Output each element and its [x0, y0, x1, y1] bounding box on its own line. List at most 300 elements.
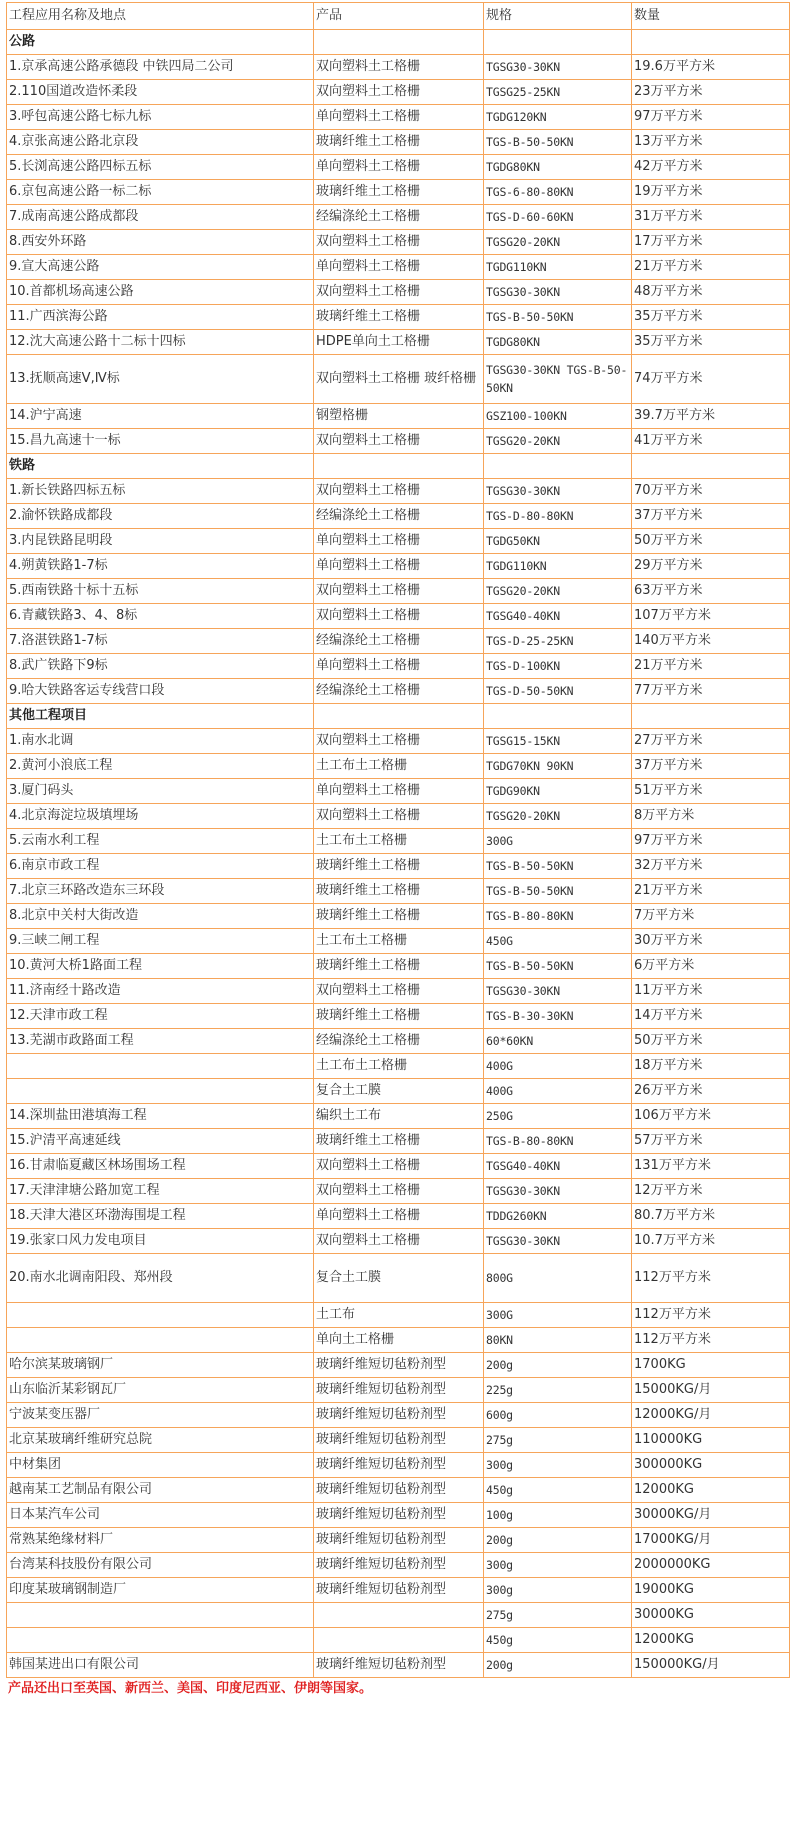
quantity-cell: 131万平方米 [632, 1154, 790, 1179]
quantity-cell: 97万平方米 [632, 829, 790, 854]
product-cell: 土工布土工格栅 [314, 829, 484, 854]
quantity-cell: 13万平方米 [632, 130, 790, 155]
spec-cell: 300g [484, 1453, 632, 1478]
quantity-cell: 41万平方米 [632, 429, 790, 454]
quantity-cell: 23万平方米 [632, 80, 790, 105]
quantity-cell: 77万平方米 [632, 679, 790, 704]
table-row [7, 854, 790, 879]
project-cell: 15.沪清平高速延线 [7, 1129, 314, 1154]
spec-cell: TGS-B-50-50KN [484, 879, 632, 904]
table-row [7, 80, 790, 105]
spec-cell: TGSG40-40KN [484, 604, 632, 629]
table-row [7, 1378, 790, 1403]
project-cell: 10.首都机场高速公路 [7, 280, 314, 305]
table-row [7, 105, 790, 130]
project-cell: 11.广西滨海公路 [7, 305, 314, 330]
spec-cell: TGSG20-20KN [484, 579, 632, 604]
project-cell: 7.北京三环路改造东三环段 [7, 879, 314, 904]
spec-cell: TGSG40-40KN [484, 1154, 632, 1179]
header-project: 工程应用名称及地点 [7, 3, 314, 30]
spec-cell: 60*60KN [484, 1029, 632, 1054]
table-row [7, 280, 790, 305]
product-cell: 经编涤纶土工格栅 [314, 1029, 484, 1054]
table-row [7, 55, 790, 80]
quantity-cell: 74万平方米 [632, 355, 790, 404]
project-cell: 印度某玻璃钢制造厂 [7, 1578, 314, 1603]
product-cell: 钢塑格栅 [314, 404, 484, 429]
quantity-cell: 50万平方米 [632, 1029, 790, 1054]
product-cell: 双向塑料土工格栅 [314, 80, 484, 105]
product-cell: 玻璃纤维短切毡粉剂型 [314, 1553, 484, 1578]
project-cell: 7.成南高速公路成都段 [7, 205, 314, 230]
product-cell: 玻璃纤维短切毡粉剂型 [314, 1453, 484, 1478]
spec-cell: 600g [484, 1403, 632, 1428]
section-empty-cell [314, 30, 484, 55]
spec-cell: TGSG30-30KN [484, 55, 632, 80]
quantity-cell: 29万平方米 [632, 554, 790, 579]
spec-cell: TGS-D-25-25KN [484, 629, 632, 654]
table-row [7, 529, 790, 554]
spec-cell: TGS-B-50-50KN [484, 954, 632, 979]
quantity-cell: 39.7万平方米 [632, 404, 790, 429]
table-row [7, 1029, 790, 1054]
project-cell: 6.青藏铁路3、4、8标 [7, 604, 314, 629]
product-cell: 双向塑料土工格栅 [314, 55, 484, 80]
project-cell: 日本某汽车公司 [7, 1503, 314, 1528]
section-title: 其他工程项目 [7, 704, 314, 729]
table-row [7, 779, 790, 804]
project-cell: 14.沪宁高速 [7, 404, 314, 429]
table-row [7, 479, 790, 504]
quantity-cell: 26万平方米 [632, 1079, 790, 1104]
product-cell: 双向塑料土工格栅 [314, 1179, 484, 1204]
spec-cell: 300G [484, 829, 632, 854]
spec-cell: 400G [484, 1054, 632, 1079]
spec-cell: 400G [484, 1079, 632, 1104]
section-empty-cell [632, 704, 790, 729]
project-cell: 2.渝怀铁路成都段 [7, 504, 314, 529]
table-row [7, 404, 790, 429]
table-row [7, 504, 790, 529]
spec-cell: TGSG20-20KN [484, 804, 632, 829]
spec-cell: 250G [484, 1104, 632, 1129]
table-row [7, 1154, 790, 1179]
project-cell: 16.甘肃临夏藏区林场围场工程 [7, 1154, 314, 1179]
quantity-cell: 19万平方米 [632, 180, 790, 205]
table-row [7, 679, 790, 704]
quantity-cell: 1700KG [632, 1353, 790, 1378]
quantity-cell: 27万平方米 [632, 729, 790, 754]
section-empty-cell [484, 454, 632, 479]
table-row [7, 554, 790, 579]
spec-cell: TGSG30-30KN [484, 1229, 632, 1254]
header-spec: 规格 [484, 3, 632, 30]
product-cell: 土工布 [314, 1303, 484, 1328]
table-row [7, 629, 790, 654]
quantity-cell: 10.7万平方米 [632, 1229, 790, 1254]
table-row [7, 1628, 790, 1653]
project-cell: 9.哈大铁路客运专线营口段 [7, 679, 314, 704]
project-cell: 1.京承高速公路承德段 中铁四局二公司 [7, 55, 314, 80]
spec-cell: 275g [484, 1428, 632, 1453]
section-row [7, 454, 790, 479]
spec-cell: 275g [484, 1603, 632, 1628]
table-row [7, 1179, 790, 1204]
spec-cell: 100g [484, 1503, 632, 1528]
project-cell: 9.三峡二闸工程 [7, 929, 314, 954]
product-cell: 玻璃纤维短切毡粉剂型 [314, 1378, 484, 1403]
table-row [7, 754, 790, 779]
spec-cell: 450g [484, 1628, 632, 1653]
product-cell: 单向塑料土工格栅 [314, 1204, 484, 1229]
project-cell [7, 1303, 314, 1328]
quantity-cell: 50万平方米 [632, 529, 790, 554]
product-cell: 双向塑料土工格栅 [314, 230, 484, 255]
product-cell: 双向塑料土工格栅 [314, 1229, 484, 1254]
product-cell: 双向塑料土工格栅 [314, 579, 484, 604]
product-cell: 玻璃纤维短切毡粉剂型 [314, 1578, 484, 1603]
product-cell: 经编涤纶土工格栅 [314, 205, 484, 230]
spec-cell: TGS-6-80-80KN [484, 180, 632, 205]
project-cell: 12.沈大高速公路十二标十四标 [7, 330, 314, 355]
product-cell: 玻璃纤维短切毡粉剂型 [314, 1653, 484, 1678]
project-cell: 13.芜湖市政路面工程 [7, 1029, 314, 1054]
product-cell: 双向塑料土工格栅 [314, 280, 484, 305]
spec-cell: TGS-D-80-80KN [484, 504, 632, 529]
table-row [7, 929, 790, 954]
product-cell: 玻璃纤维短切毡粉剂型 [314, 1353, 484, 1378]
section-title: 铁路 [7, 454, 314, 479]
product-cell: 双向塑料土工格栅 [314, 429, 484, 454]
product-cell: 双向塑料土工格栅 [314, 604, 484, 629]
table-row [7, 180, 790, 205]
spec-cell: TGSG20-20KN [484, 230, 632, 255]
spec-cell: TGDG70KN 90KN [484, 754, 632, 779]
spec-cell: TGSG15-15KN [484, 729, 632, 754]
quantity-cell: 35万平方米 [632, 305, 790, 330]
product-cell: 双向塑料土工格栅 [314, 1154, 484, 1179]
quantity-cell: 11万平方米 [632, 979, 790, 1004]
product-cell: 编织土工布 [314, 1104, 484, 1129]
spec-cell: TGS-B-80-80KN [484, 904, 632, 929]
project-cell: 1.南水北调 [7, 729, 314, 754]
product-cell: 玻璃纤维土工格栅 [314, 879, 484, 904]
quantity-cell: 97万平方米 [632, 105, 790, 130]
quantity-cell: 110000KG [632, 1428, 790, 1453]
product-cell: 双向塑料土工格栅 [314, 729, 484, 754]
project-cell [7, 1328, 314, 1353]
project-cell: 17.天津津塘公路加宽工程 [7, 1179, 314, 1204]
quantity-cell: 32万平方米 [632, 854, 790, 879]
quantity-cell: 107万平方米 [632, 604, 790, 629]
spec-cell: 200g [484, 1353, 632, 1378]
product-cell: 玻璃纤维短切毡粉剂型 [314, 1528, 484, 1553]
spec-cell: TGSG20-20KN [484, 429, 632, 454]
product-cell: 单向塑料土工格栅 [314, 554, 484, 579]
product-cell: 复合土工膜 [314, 1079, 484, 1104]
spec-cell: 225g [484, 1378, 632, 1403]
product-cell [314, 1603, 484, 1628]
product-cell: 单向塑料土工格栅 [314, 255, 484, 280]
spec-cell: TGSG30-30KN [484, 979, 632, 1004]
product-cell [314, 1628, 484, 1653]
quantity-cell: 37万平方米 [632, 754, 790, 779]
spec-cell: 200g [484, 1653, 632, 1678]
table-row [7, 904, 790, 929]
spec-cell: TGDG80KN [484, 330, 632, 355]
product-cell: 土工布土工格栅 [314, 1054, 484, 1079]
table-row [7, 305, 790, 330]
quantity-cell: 2000000KG [632, 1553, 790, 1578]
project-cell: 5.长浏高速公路四标五标 [7, 155, 314, 180]
header-quantity: 数量 [632, 3, 790, 30]
project-cell: 11.济南经十路改造 [7, 979, 314, 1004]
quantity-cell: 140万平方米 [632, 629, 790, 654]
project-cell: 6.南京市政工程 [7, 854, 314, 879]
table-row [7, 979, 790, 1004]
quantity-cell: 30000KG [632, 1603, 790, 1628]
section-row [7, 30, 790, 55]
project-cell: 3.厦门码头 [7, 779, 314, 804]
section-empty-cell [484, 30, 632, 55]
spec-cell: TGSG30-30KN TGS-B-50-50KN [484, 355, 632, 404]
project-cell: 7.洛湛铁路1-7标 [7, 629, 314, 654]
quantity-cell: 12000KG/月 [632, 1403, 790, 1428]
table-row [7, 579, 790, 604]
table-row [7, 1328, 790, 1353]
quantity-cell: 7万平方米 [632, 904, 790, 929]
project-cell: 8.西安外环路 [7, 230, 314, 255]
project-cell: 3.呼包高速公路七标九标 [7, 105, 314, 130]
product-cell: 经编涤纶土工格栅 [314, 629, 484, 654]
quantity-cell: 12万平方米 [632, 1179, 790, 1204]
table-row [7, 1403, 790, 1428]
quantity-cell: 19000KG [632, 1578, 790, 1603]
product-cell: 单向土工格栅 [314, 1328, 484, 1353]
spec-cell: TGS-B-50-50KN [484, 130, 632, 155]
spec-cell: 200g [484, 1528, 632, 1553]
table-row [7, 1054, 790, 1079]
product-cell: 玻璃纤维短切毡粉剂型 [314, 1478, 484, 1503]
project-cell: 8.北京中关村大街改造 [7, 904, 314, 929]
table-row [7, 879, 790, 904]
section-title: 公路 [7, 30, 314, 55]
project-cell: 5.西南铁路十标十五标 [7, 579, 314, 604]
spec-cell: TGS-B-80-80KN [484, 1129, 632, 1154]
spec-cell: 300g [484, 1553, 632, 1578]
quantity-cell: 63万平方米 [632, 579, 790, 604]
table-row [7, 255, 790, 280]
quantity-cell: 19.6万平方米 [632, 55, 790, 80]
spec-cell: TGS-B-30-30KN [484, 1004, 632, 1029]
product-cell: 土工布土工格栅 [314, 929, 484, 954]
spec-cell: 450g [484, 1478, 632, 1503]
spec-cell: TGDG80KN [484, 155, 632, 180]
section-row [7, 704, 790, 729]
quantity-cell: 12000KG [632, 1478, 790, 1503]
product-cell: 玻璃纤维土工格栅 [314, 904, 484, 929]
quantity-cell: 17万平方米 [632, 230, 790, 255]
section-empty-cell [632, 454, 790, 479]
table-row [7, 1303, 790, 1328]
product-cell: 玻璃纤维短切毡粉剂型 [314, 1403, 484, 1428]
quantity-cell: 48万平方米 [632, 280, 790, 305]
project-cell: 19.张家口风力发电项目 [7, 1229, 314, 1254]
project-cell: 北京某玻璃纤维研究总院 [7, 1428, 314, 1453]
project-cell: 1.新长铁路四标五标 [7, 479, 314, 504]
product-cell: 玻璃纤维土工格栅 [314, 854, 484, 879]
product-cell: 单向塑料土工格栅 [314, 779, 484, 804]
table-row [7, 1603, 790, 1628]
table-row [7, 1104, 790, 1129]
project-cell: 8.武广铁路下9标 [7, 654, 314, 679]
project-cell: 韩国某进出口有限公司 [7, 1653, 314, 1678]
project-cell [7, 1628, 314, 1653]
spec-cell: TGSG30-30KN [484, 479, 632, 504]
table-row [7, 1204, 790, 1229]
table-row [7, 1079, 790, 1104]
quantity-cell: 30000KG/月 [632, 1503, 790, 1528]
quantity-cell: 18万平方米 [632, 1054, 790, 1079]
project-cell: 山东临沂某彩钢瓦厂 [7, 1378, 314, 1403]
section-empty-cell [484, 704, 632, 729]
quantity-cell: 37万平方米 [632, 504, 790, 529]
project-table [6, 2, 790, 1678]
table-row [7, 155, 790, 180]
quantity-cell: 112万平方米 [632, 1254, 790, 1303]
spec-cell: TGDG110KN [484, 255, 632, 280]
project-cell: 14.深圳盐田港填海工程 [7, 1104, 314, 1129]
spec-cell: 450G [484, 929, 632, 954]
table-row [7, 804, 790, 829]
product-cell: 双向塑料土工格栅 [314, 804, 484, 829]
table-row [7, 604, 790, 629]
product-cell: 玻璃纤维土工格栅 [314, 130, 484, 155]
project-cell: 9.宣大高速公路 [7, 255, 314, 280]
spec-cell: TDDG260KN [484, 1204, 632, 1229]
quantity-cell: 15000KG/月 [632, 1378, 790, 1403]
table-row [7, 355, 790, 404]
spec-cell: TGSG25-25KN [484, 80, 632, 105]
quantity-cell: 80.7万平方米 [632, 1204, 790, 1229]
project-cell: 2.黄河小浪底工程 [7, 754, 314, 779]
table-row [7, 1004, 790, 1029]
quantity-cell: 70万平方米 [632, 479, 790, 504]
project-cell: 12.天津市政工程 [7, 1004, 314, 1029]
table-row [7, 1503, 790, 1528]
table-row [7, 1528, 790, 1553]
table-row [7, 1553, 790, 1578]
project-cell: 4.朔黄铁路1-7标 [7, 554, 314, 579]
spec-cell: TGDG120KN [484, 105, 632, 130]
quantity-cell: 112万平方米 [632, 1328, 790, 1353]
quantity-cell: 35万平方米 [632, 330, 790, 355]
project-cell: 宁波某变压器厂 [7, 1403, 314, 1428]
product-cell: 单向塑料土工格栅 [314, 529, 484, 554]
product-cell: 单向塑料土工格栅 [314, 155, 484, 180]
spec-cell: 300G [484, 1303, 632, 1328]
quantity-cell: 31万平方米 [632, 205, 790, 230]
section-empty-cell [632, 30, 790, 55]
project-cell: 13.抚顺高速Ⅴ,Ⅳ标 [7, 355, 314, 404]
table-row [7, 230, 790, 255]
section-empty-cell [314, 454, 484, 479]
product-cell: 双向塑料土工格栅 玻纤格栅 [314, 355, 484, 404]
project-cell [7, 1603, 314, 1628]
table-row [7, 1478, 790, 1503]
product-cell: 单向塑料土工格栅 [314, 654, 484, 679]
spec-cell: TGS-D-100KN [484, 654, 632, 679]
table-row [7, 1578, 790, 1603]
quantity-cell: 51万平方米 [632, 779, 790, 804]
table-row [7, 130, 790, 155]
quantity-cell: 17000KG/月 [632, 1528, 790, 1553]
project-cell: 3.内昆铁路昆明段 [7, 529, 314, 554]
table-row [7, 829, 790, 854]
table-row [7, 1353, 790, 1378]
product-cell: 玻璃纤维土工格栅 [314, 1129, 484, 1154]
project-cell [7, 1054, 314, 1079]
product-cell: 玻璃纤维土工格栅 [314, 305, 484, 330]
table-row [7, 1453, 790, 1478]
table-header [7, 3, 790, 30]
spec-cell: TGS-D-50-50KN [484, 679, 632, 704]
spec-cell: TGDG90KN [484, 779, 632, 804]
project-cell: 常熟某绝缘材料厂 [7, 1528, 314, 1553]
product-cell: 玻璃纤维土工格栅 [314, 180, 484, 205]
table-row [7, 729, 790, 754]
table-row [7, 330, 790, 355]
quantity-cell: 30万平方米 [632, 929, 790, 954]
spec-cell: TGS-B-50-50KN [484, 854, 632, 879]
project-cell: 15.昌九高速十一标 [7, 429, 314, 454]
spec-cell: TGSG30-30KN [484, 1179, 632, 1204]
project-table-wrapper [6, 2, 789, 1700]
project-cell: 4.北京海淀垃圾填埋场 [7, 804, 314, 829]
product-cell: HDPE单向土工格栅 [314, 330, 484, 355]
product-cell: 玻璃纤维土工格栅 [314, 1004, 484, 1029]
quantity-cell: 14万平方米 [632, 1004, 790, 1029]
quantity-cell: 6万平方米 [632, 954, 790, 979]
project-cell: 中材集团 [7, 1453, 314, 1478]
spec-cell: TGS-D-60-60KN [484, 205, 632, 230]
product-cell: 经编涤纶土工格栅 [314, 504, 484, 529]
table-row [7, 1254, 790, 1303]
spec-cell: TGSG30-30KN [484, 280, 632, 305]
project-cell: 2.110国道改造怀柔段 [7, 80, 314, 105]
quantity-cell: 112万平方米 [632, 1303, 790, 1328]
table-row [7, 1229, 790, 1254]
table-row [7, 429, 790, 454]
export-note: 产品还出口至英国、新西兰、美国、印度尼西亚、伊朗等国家。 [8, 1681, 373, 1696]
spec-cell: 300g [484, 1578, 632, 1603]
table-row [7, 205, 790, 230]
product-cell: 复合土工膜 [314, 1254, 484, 1303]
product-cell: 经编涤纶土工格栅 [314, 679, 484, 704]
quantity-cell: 42万平方米 [632, 155, 790, 180]
header-product: 产品 [314, 3, 484, 30]
quantity-cell: 21万平方米 [632, 255, 790, 280]
table-row [7, 1428, 790, 1453]
spec-cell: GSZ100-100KN [484, 404, 632, 429]
quantity-cell: 8万平方米 [632, 804, 790, 829]
spec-cell: TGDG110KN [484, 554, 632, 579]
quantity-cell: 150000KG/月 [632, 1653, 790, 1678]
product-cell: 玻璃纤维短切毡粉剂型 [314, 1503, 484, 1528]
quantity-cell: 12000KG [632, 1628, 790, 1653]
product-cell: 玻璃纤维土工格栅 [314, 954, 484, 979]
table-row [7, 954, 790, 979]
